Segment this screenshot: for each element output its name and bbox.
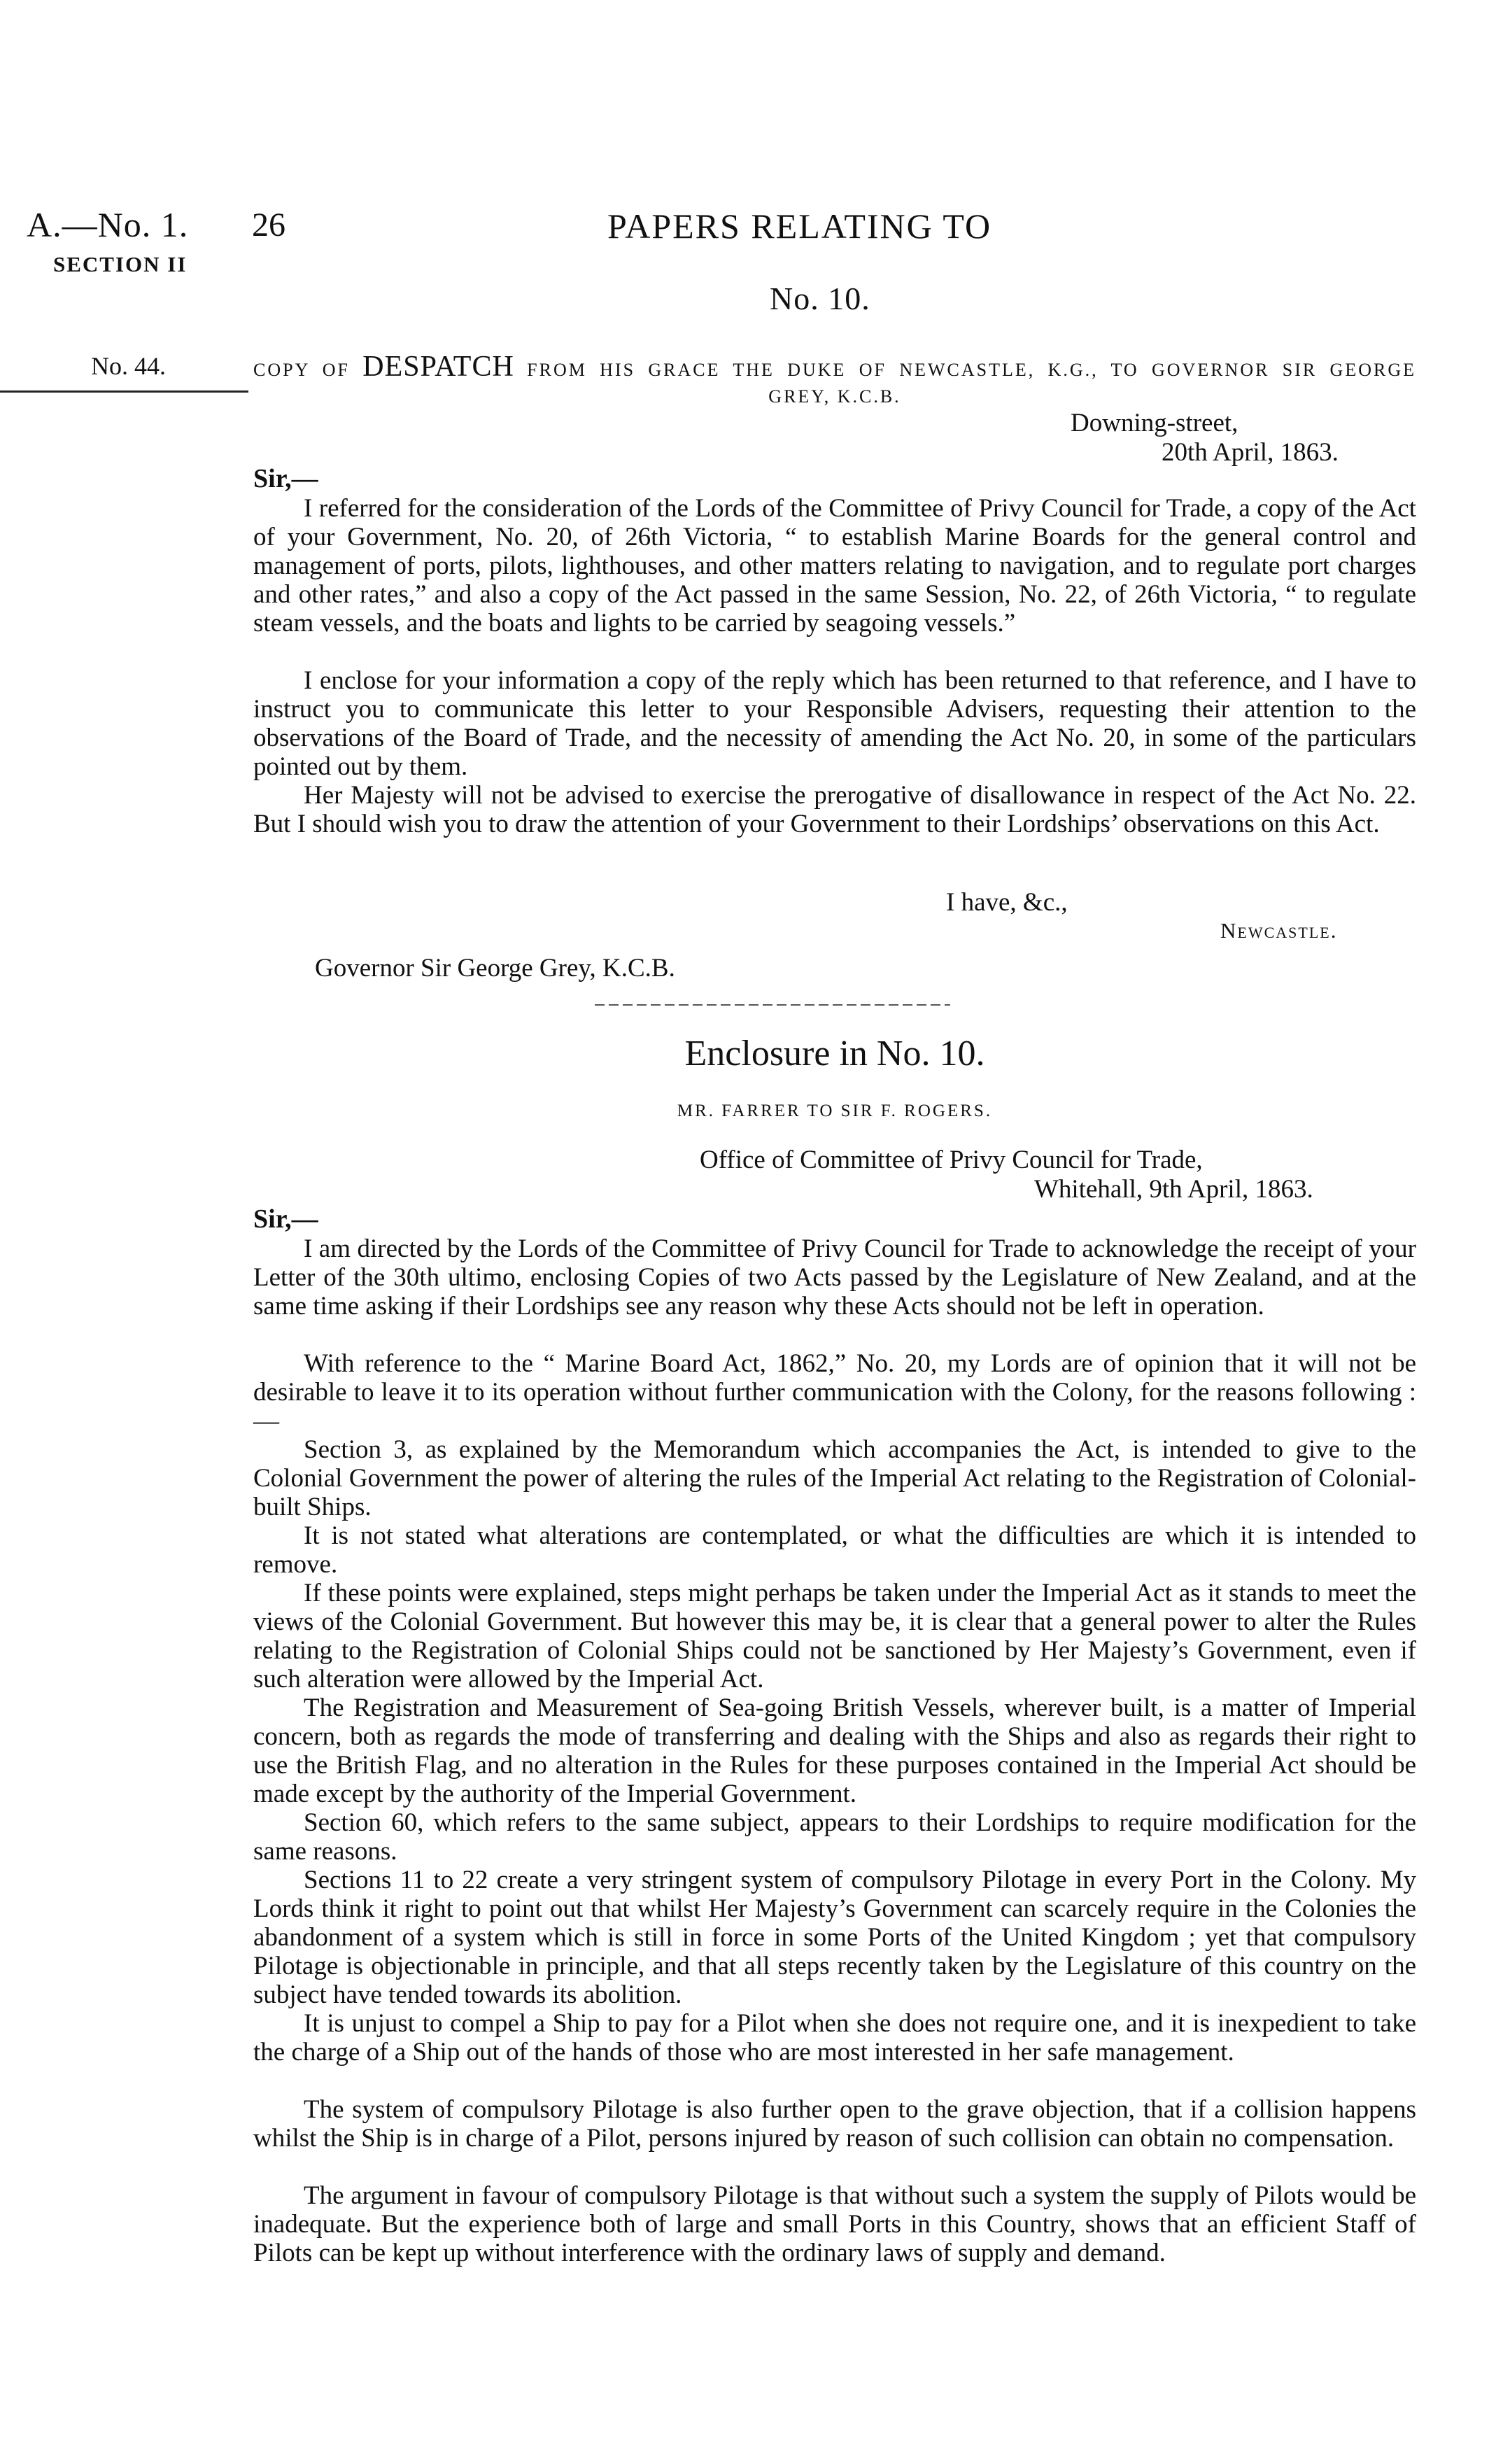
enclosure-paragraph-11: The argument in favour of compulsory Pilotage is that without such a system the supply of Pilots would be inadequate. But the experience both of large and small Ports in this Country, shows that an efficient Staff of Pilots can be kept up without interference with the ordinary laws of supply and demand. (253, 2181, 1416, 2267)
heading-despatch-word: DESPATCH (362, 351, 514, 383)
enclosure-paragraph-7: Section 60, which refers to the same subject, appears to their Lordships to require modification for the same reasons. (253, 1808, 1416, 1866)
despatch-address-date: 20th April, 1863. (1162, 438, 1339, 467)
margin-rule (0, 390, 248, 393)
enclosure-paragraph-8: Sections 11 to 22 create a very stringent system of compulsory Pilotage in every Port in the Colony. My Lords think it right to point out that whilst Her Majesty’s Government can scarcely require in the Colonies the abandonment of a system which is still in force in some Ports of the United Kingdom ; yet that compulsory Pilotage is objectionable in principle, and that all steps recently taken by the Legislature of this country on the subject have tended towards its abolition. (253, 1866, 1416, 2009)
enclosure-address-date: Whitehall, 9th April, 1863. (1034, 1175, 1313, 1204)
despatch-salutation: Sir,— (253, 464, 318, 493)
enclosure-subtitle: MR. FARRER TO SIR F. ROGERS. (677, 1101, 993, 1120)
enclosure-paragraph-5: If these points were explained, steps might perhaps be taken under the Imperial Act as it stands to meet the views of the Colonial Government. But however this may be, it is clear that a general power to alter the Rules relating to the Registration of Colonial Ships could not be sanctioned by Her Majesty’s Government, even if such alteration were allowed by the Imperial Act. (253, 1579, 1416, 1694)
despatch-paragraph-3: Her Majesty will not be advised to exercise the prerogative of disallowance in respect of the Act No. 22. But I should wish you to draw the attention of your Government to their Lordships’ observations on this Act. (253, 781, 1416, 838)
enclosure-paragraph-2: With reference to the “ Marine Board Act, 1862,” No. 20, my Lords are of opinion that it will not be desirable to leave it to its operation without further communication with the Colony, for the reasons following :— (253, 1349, 1416, 1435)
page-number: 26 (252, 206, 285, 244)
signature: Newcastle. (1220, 918, 1338, 943)
despatch-heading-line2: GREY, K.C.B. (768, 386, 901, 407)
despatch-heading (253, 350, 1416, 383)
despatch-address-street: Downing-street, (1071, 409, 1239, 437)
enclosure-paragraph-1: I am directed by the Lords of the Committee of Privy Council for Trade to acknowledge the receipt of your Letter of the 30th ultimo, enclosing Copies of two Acts passed by the Legislature of New Zealand, and at the same time asking if their Lordships see any reason why these Acts should not be left in operation. (253, 1234, 1416, 1321)
enclosure-paragraph-9: It is unjust to compel a Ship to pay for a Pilot when she does not require one, and it is inexpedient to take the charge of a Ship out of the hands of those who are most interested in her safe management. (253, 2009, 1416, 2067)
enclosure-address-office: Office of Committee of Privy Council for Trade, (700, 1146, 1203, 1174)
enclosure-paragraph-10: The system of compulsory Pilotage is also further open to the grave objection, that if a collision happens whilst the Ship is in charge of a Pilot, persons injured by reason of such collision can obtain no compensation. (253, 2095, 1416, 2153)
despatch-paragraph-2: I enclose for your information a copy of the reply which has been returned to that reference, and I have to instruct you to communicate this letter to your Responsible Advisers, requesting their attention to the observations of the Board of Trade, and the necessity of amending the Act No. 20, in some of the particulars pointed out by them. (253, 666, 1416, 781)
enclosure-paragraph-4: It is not stated what alterations are contemplated, or what the difficulties are which it is intended to remove. (253, 1521, 1416, 1579)
margin-item-number: No. 44. (91, 352, 166, 380)
heading-prefix: COPY OF (253, 360, 350, 380)
closing-formula: I have, &c., (946, 888, 1068, 917)
enclosure-paragraph-3: Section 3, as explained by the Memorandum which accompanies the Act, is intended to give to the Colonial Government the power of altering the rules of the Imperial Act relating to the Registration of Colonial-built Ships. (253, 1435, 1416, 1521)
enclosure-paragraph-6: The Registration and Measurement of Sea-going British Vessels, wherever built, is a matter of Imperial concern, both as regards the mode of transferring and dealing with the Ships and also as regards their right to use the British Flag, and no alteration in the Rules for these purposes contained in the Imperial Act should be made except by the authority of the Imperial Government. (253, 1694, 1416, 1808)
addressee: Governor Sir George Grey, K.C.B. (315, 954, 675, 983)
heading-rest: FROM HIS GRACE THE DUKE OF NEWCASTLE, K.G., TO GOVERNOR SIR GEORGE (527, 360, 1416, 380)
collection-reference: A.—No. 1. (27, 205, 189, 244)
enclosure-title: Enclosure in No. 10. (684, 1034, 985, 1073)
section-divider (595, 1004, 950, 1006)
despatch-paragraph-1: I referred for the consideration of the Lords of the Committee of Privy Council for Trade, a copy of the Act of your Government, No. 20, of 26th Victoria, “ to establish Marine Boards for the general control and management of ports, pilots, lighthouses, and other matters relating to navigation, and to regulate port charges and other rates,” and also a copy of the Act passed in the same Session, No. 22, of 26th Victoria, “ to regulate steam vessels, and the boats and lights to be carried by seagoing vessels.” (253, 494, 1416, 638)
running-title: PAPERS RELATING TO (607, 206, 992, 246)
section-label: SECTION II (53, 252, 188, 276)
enclosure-salutation: Sir,— (253, 1204, 318, 1234)
document-number: No. 10. (770, 281, 870, 316)
